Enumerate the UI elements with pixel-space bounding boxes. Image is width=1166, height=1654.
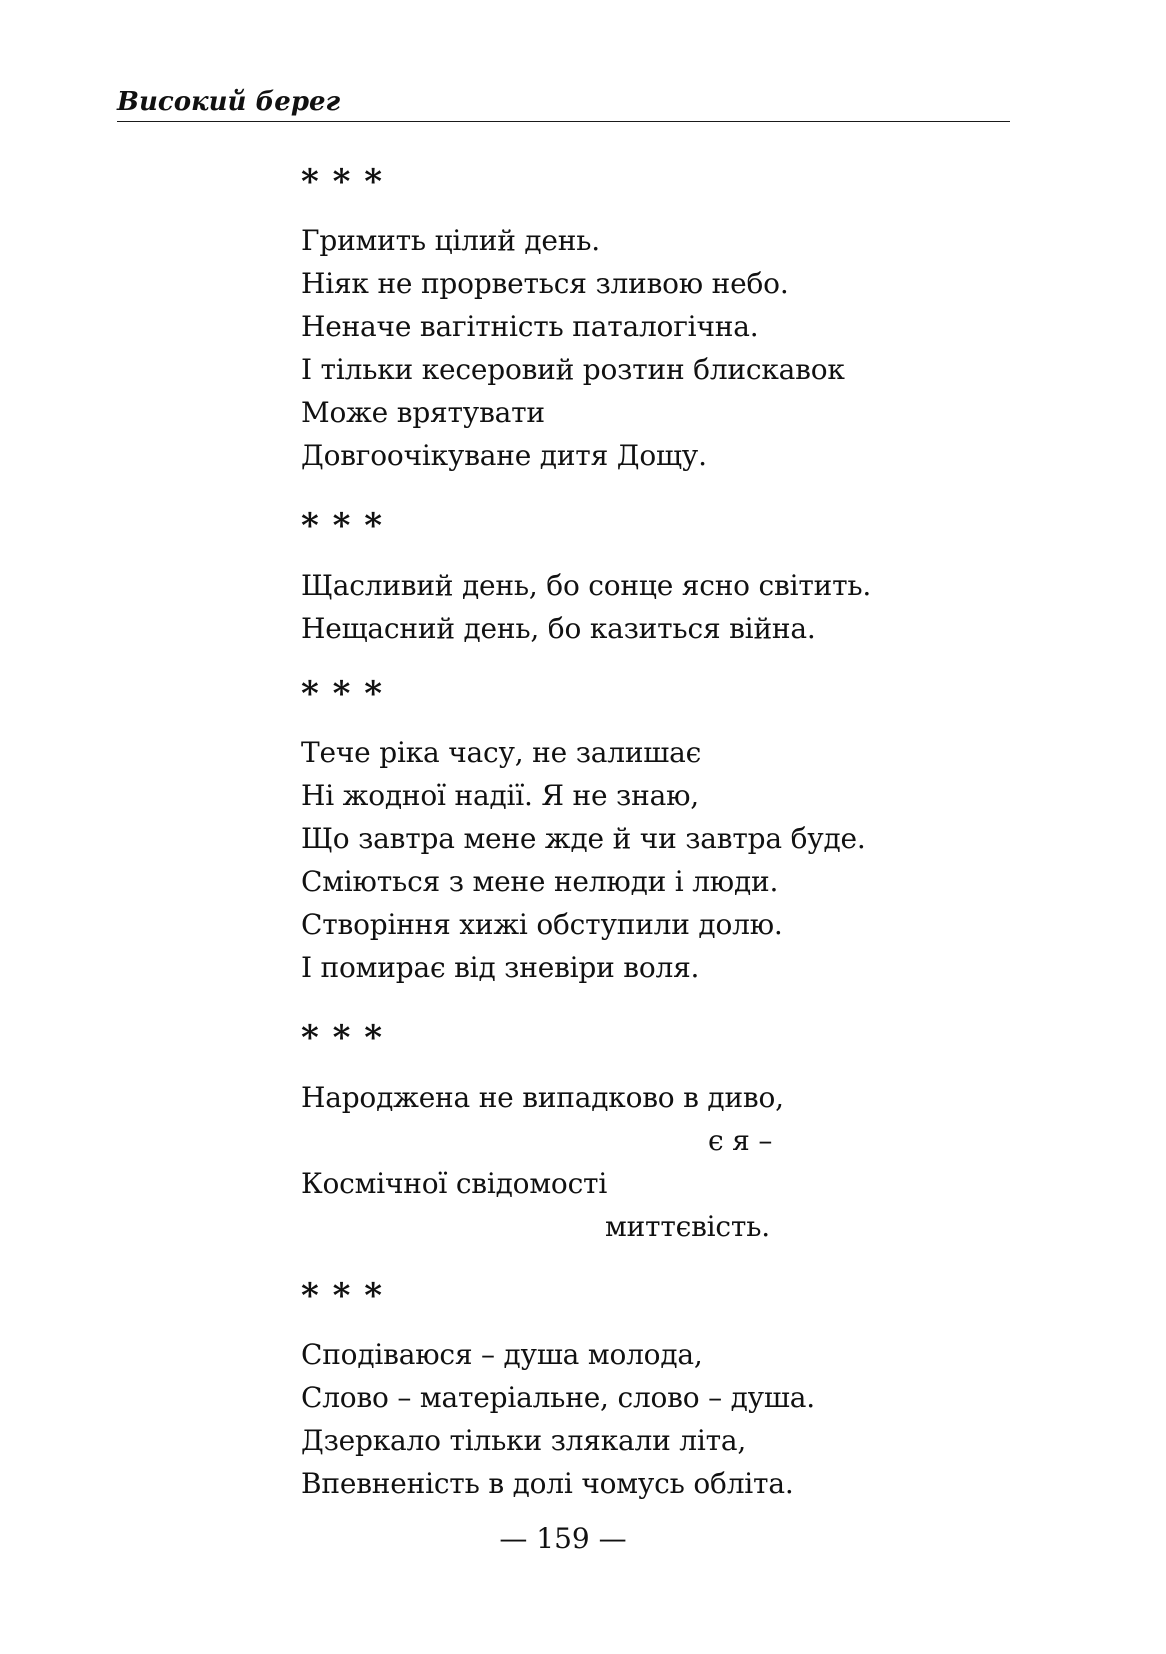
poem-line-indented: є я – bbox=[708, 1124, 773, 1157]
poem-line: Ні жодної надії. Я не знаю, bbox=[301, 779, 699, 812]
stanza-separator: * * * bbox=[301, 1018, 384, 1058]
poem-line-indented: миттєвість. bbox=[605, 1210, 770, 1243]
poem-line: І тільки кесеровий розтин блискавок bbox=[301, 353, 845, 386]
poem-line: Створіння хижі обступили долю. bbox=[301, 908, 783, 941]
poem-line: Дзеркало тільки злякали літа, bbox=[301, 1424, 747, 1457]
poem-line: Неначе вагітність паталогічна. bbox=[301, 310, 759, 343]
poem-line: Народжена не випадково в диво, bbox=[301, 1081, 784, 1114]
poem-line: Ніяк не прорветься зливою небо. bbox=[301, 267, 789, 300]
poem-line: Може врятувати bbox=[301, 396, 545, 429]
page-number: — 159 — bbox=[499, 1522, 627, 1555]
poem-line: Сміються з мене нелюди і люди. bbox=[301, 865, 779, 898]
header-divider bbox=[117, 121, 1010, 122]
poem-line: Щасливий день, бо сонце ясно світить. bbox=[301, 569, 872, 602]
stanza-separator: * * * bbox=[301, 506, 384, 546]
running-header-book-title: Високий берег bbox=[117, 87, 341, 117]
poem-line: Космічної свідомості bbox=[301, 1167, 608, 1200]
stanza-separator: * * * bbox=[301, 1276, 384, 1316]
poem-line: Довгоочікуване дитя Дощу. bbox=[301, 439, 707, 472]
poem-line: Сподіваюся – душа молода, bbox=[301, 1338, 703, 1371]
poem-line: Нещасний день, бо казиться війна. bbox=[301, 612, 816, 645]
poem-line: Впевненість в долі чомусь обліта. bbox=[301, 1467, 794, 1500]
poem-line: Що завтра мене жде й чи завтра буде. bbox=[301, 822, 866, 855]
poem-line: Слово – матеріальне, слово – душа. bbox=[301, 1381, 815, 1414]
poem-line: І помирає від зневіри воля. bbox=[301, 951, 700, 984]
stanza-separator: * * * bbox=[301, 674, 384, 714]
poem-line: Гримить цілий день. bbox=[301, 224, 600, 257]
stanza-separator: * * * bbox=[301, 162, 384, 202]
poem-line: Тече ріка часу, не залишає bbox=[301, 736, 702, 769]
